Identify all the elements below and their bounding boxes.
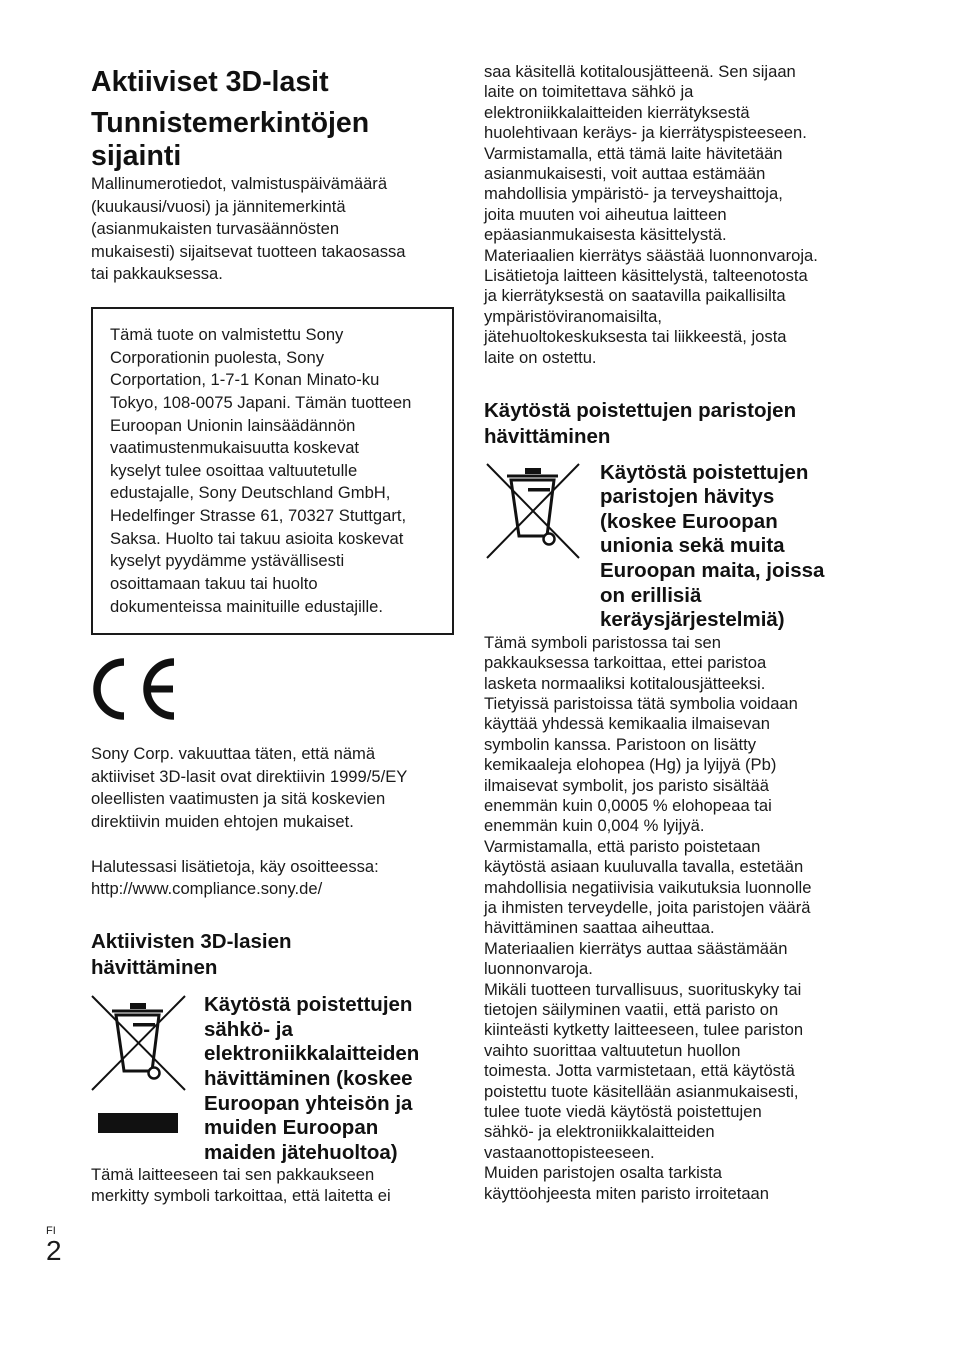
page-title: Aktiiviset 3D-lasit <box>91 66 329 98</box>
battery-symbol-row <box>484 461 848 633</box>
weee-symbol-row <box>91 993 453 1165</box>
label-location-heading: Tunnistemerkintöjen sijainti <box>91 107 370 173</box>
label-location-text: Mallinumerotiedot, valmistuspäivämäärä (kuukausi/vuosi) ja jännitemerkintä (asianmukaisten turvasäännösten mukaisesti) sijaitsevat tuotteen takaosassa tai pakkauksessa. <box>91 174 406 284</box>
battery-text: Tämä symboli paristossa tai sen pakkauksessa tarkoittaa, ettei paristoa lasketa normaaliksi kotitalousjätteeksi. Tietyissä paristoissa tätä symbolia voidaan käyttää yhdessä kemikaalia ilmaisevan symbolin kanssa. Paristoon on lisätty kemikaaleja elohopea (Hg) ja lyijyä (Pb) ilmaisevat symbolit, jos paristo sisältää enemmän kuin 0,0005 % elohopeaa tai enemmän kuin 0,004 % lyijyä. Varmistamalla, että paristo poistetaan käytöstä asiaan kuuluvalla tavalla, estetään mahdollisia negatiivisia vaikutuksia luonnolle ja ihmisten terveydelle, joita paristojen väärä hävittäminen saattaa aiheuttaa. Materiaalien kierrätys auttaa säästämään luonnonvaroja. Mikäli tuotteen turvallisuus, suorituskyky tai tietojen säilyminen vaatii, että paristo on kiinteästi kytketty laitteeseen, tulee pariston vaihto suorittaa valtuutetun huollon toimesta. Jotta varmistetaan, että käytöstä poistettu tuote käsitellään asianmukaisesti, tulee tuote viedä käytöstä poistettujen sähkö- ja elektroniikkalaitteiden vastaanottopisteeseen. Muiden paristojen osalta tarkista käyttöohjeesta miten paristo irroitetaan <box>484 632 812 1203</box>
left-column <box>91 60 453 1206</box>
glasses-disposal-heading: Aktiivisten 3D-lasien hävittäminen <box>91 929 292 979</box>
language-code: FI <box>46 1225 56 1237</box>
weee-text-continued: saa käsitellä kotitalousjätteenä. Sen sijaan laite on toimitettava sähkö ja elektroniikkalaitteiden kierrätyksestä huolehtivaan keräys- ja kierrätyspisteeseen. Varmistamalla, että tämä laite hävitetään asianmukaisesti, voit auttaa estämään mahdollisia ympäristö- ja terveyshaittoja, joita muuten voi aiheutua laitteen epäasianmukaisesta käsittelystä. Materiaalien kierrätys säästää luonnonvaroja. Lisätietoja laitteen käsittelystä, talteenotosta ja kierrätyksestä on saatavilla paikallisilta ympäristöviranomaisilta, jätehuoltokeskuksesta tai liikkeestä, josta laite on ostettu. <box>484 62 818 367</box>
manufacturer-notice-text: Tämä tuote on valmistettu Sony Corporationin puolesta, Sony Corportation, 1-7-1 Konan Minato-ku Tokyo, 108-0075 Japani. Tämän tuotteen Euroopan Unionin lainsäädännön vaatimustenmukaisuutta koskevat kyselyt tulee osoittaa valtuutetulle edustajalle, Sony Deutschland GmbH, Hedelfinger Strasse 61, 70327 Stuttgart, Saksa. Huolto tai takuu asioita koskevat kyselyt pyydämme ystävällisesti osoittamaan takuu tai huolto dokumenteissa mainituille edustajille. <box>110 324 412 616</box>
manufacturer-notice-box <box>91 307 454 635</box>
page-number: 2 <box>46 1235 62 1266</box>
more-info-text: Halutessasi lisätietoja, käy osoitteessa: http://www.compliance.sony.de/ <box>91 856 379 899</box>
ce-mark-icon <box>91 657 453 721</box>
crossed-out-wheelie-bin-icon <box>91 993 204 1165</box>
battery-heading: Käytöstä poistettujen paristojen hävitys (koskee Euroopan unionia sekä muita Euroopan maita, joissa on erillisiä keräysjärjestelmiä) <box>600 460 825 632</box>
declaration-text: Sony Corp. vakuuttaa täten, että nämä aktiiviset 3D-lasit ovat direktiivin 1999/5/EY oleellisten vaatimusten ja sitä koskevien direktiivin muiden ehtojen mukaiset. <box>91 744 408 831</box>
right-column <box>484 62 848 1204</box>
weee-text: Tämä laitteeseen tai sen pakkaukseen merkitty symboli tarkoittaa, että laitetta ei <box>91 1165 391 1205</box>
battery-disposal-heading: Käytöstä poistettujen paristojen hävittäminen <box>484 399 797 449</box>
weee-heading: Käytöstä poistettujen sähkö- ja elektroniikkalaitteiden hävittäminen (koskee Euroopan yhteisön ja muiden Euroopan maiden jätehuoltoa) <box>204 993 420 1164</box>
crossed-out-wheelie-bin-icon <box>484 461 600 633</box>
